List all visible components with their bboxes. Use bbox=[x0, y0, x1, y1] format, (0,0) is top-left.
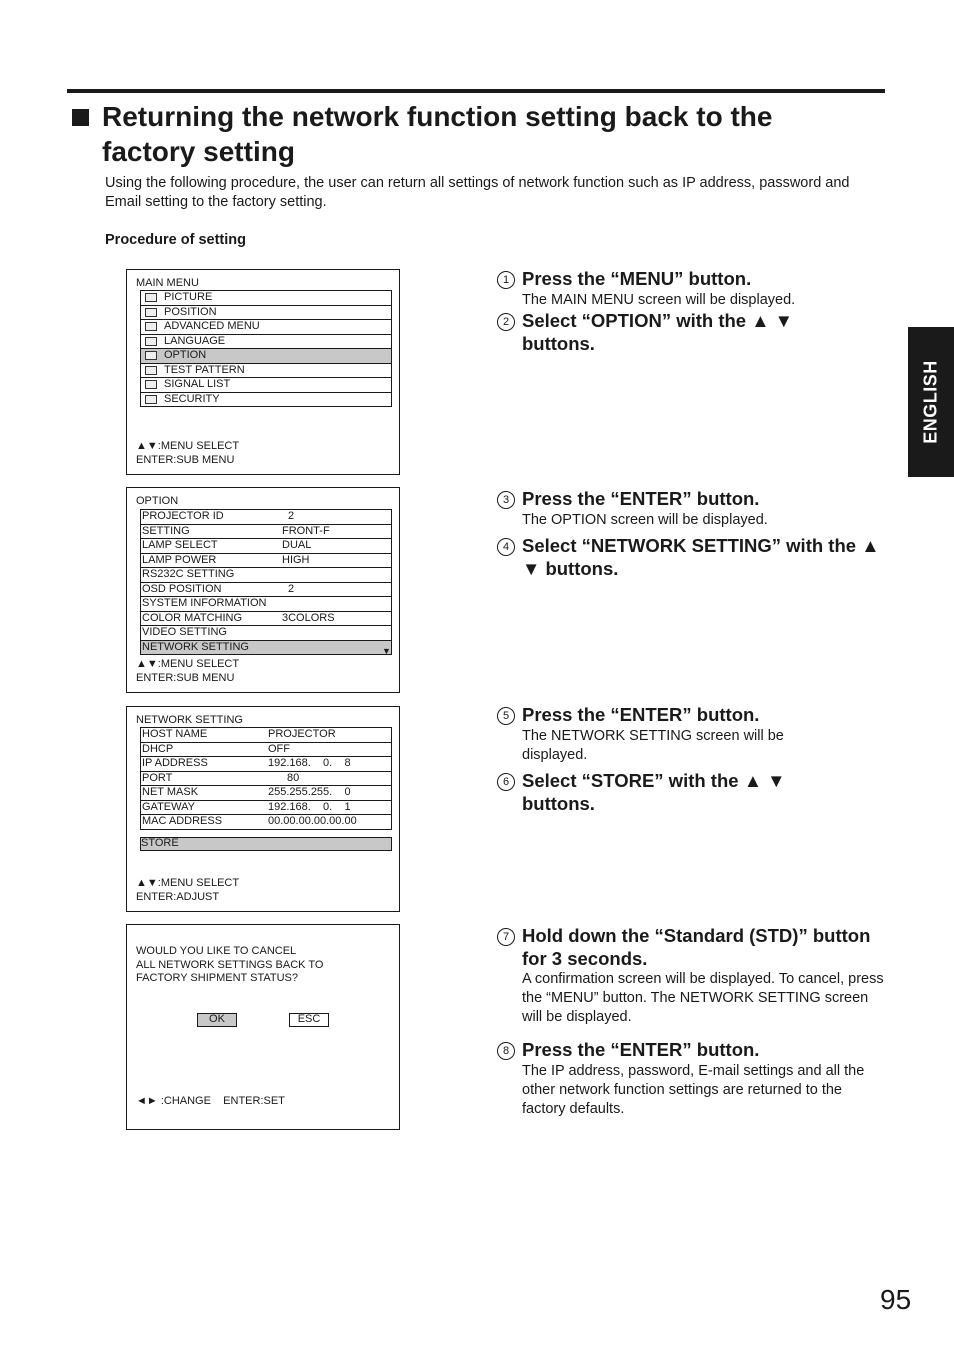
advanced-menu-icon bbox=[145, 322, 157, 331]
intro-text: Using the following procedure, the user can return all settings of network function such as IP address, password and Email setting to the factory setting. bbox=[105, 175, 850, 210]
option-row-projector-id[interactable]: PROJECTOR ID 2 bbox=[141, 510, 391, 525]
step-heading: Press the “ENTER” button. bbox=[522, 704, 760, 725]
network-row-mac-address[interactable]: MAC ADDRESS 00.00.00.00.00.00 bbox=[142, 815, 357, 827]
step-description: The OPTION screen will be displayed. bbox=[522, 511, 768, 528]
option-icon bbox=[145, 351, 157, 360]
step-number: 5 bbox=[497, 707, 515, 725]
network-row-gateway[interactable]: GATEWAY 192.168. 0. 1 bbox=[141, 801, 391, 816]
main-menu-footer: ▲▼:MENU SELECT ENTER:SUB MENU bbox=[136, 440, 240, 466]
confirm-message: WOULD YOU LIKE TO CANCEL ALL NETWORK SETTINGS BACK TO FACTORY SHIPMENT STATUS? bbox=[136, 945, 324, 984]
position-icon bbox=[145, 308, 157, 317]
step-heading: Press the “ENTER” button. bbox=[522, 488, 760, 509]
step-3 bbox=[497, 488, 897, 530]
step-number: 8 bbox=[497, 1042, 515, 1060]
main-menu-list bbox=[140, 290, 392, 407]
step-description: The IP address, password, E-mail settings and all the other network function settings are returned to the factory defaults. bbox=[522, 1062, 865, 1117]
option-row-lamp-power[interactable]: LAMP POWER HIGH bbox=[141, 554, 391, 569]
signal-list-icon bbox=[145, 380, 157, 389]
option-footer: ▲▼:MENU SELECT ENTER:SUB MENU bbox=[136, 658, 240, 684]
language-tab bbox=[908, 327, 954, 477]
step-heading: Press the “MENU” button. bbox=[522, 268, 752, 289]
step-2 bbox=[497, 310, 807, 355]
menu-item-picture[interactable]: PICTURE bbox=[141, 291, 391, 306]
step-number: 6 bbox=[497, 773, 515, 791]
menu-item-option[interactable]: OPTION bbox=[141, 349, 391, 364]
step-number: 4 bbox=[497, 538, 515, 556]
main-menu-header: MAIN MENU bbox=[136, 277, 199, 289]
step-heading: Select “OPTION” with the ▲ ▼ buttons. bbox=[522, 310, 793, 354]
network-row-net-mask[interactable]: NET MASK 255.255.255. 0 bbox=[141, 786, 391, 801]
step-heading: Hold down the “Standard (STD)” button for 3 seconds. bbox=[522, 925, 871, 969]
option-screen bbox=[126, 487, 400, 693]
option-header: OPTION bbox=[136, 495, 179, 507]
option-row-osd-position[interactable]: OSD POSITION 2 bbox=[141, 583, 391, 598]
square-bullet-icon bbox=[72, 109, 89, 126]
network-setting-list bbox=[140, 727, 392, 830]
option-row-video-setting[interactable]: VIDEO SETTING bbox=[141, 626, 391, 641]
language-icon bbox=[145, 337, 157, 346]
confirm-dialog bbox=[126, 924, 400, 1130]
step-description: The MAIN MENU screen will be displayed. bbox=[522, 291, 796, 308]
procedure-heading: Procedure of setting bbox=[105, 232, 246, 248]
language-tab-label: ENGLISH bbox=[920, 360, 941, 444]
main-menu-screen bbox=[126, 269, 400, 475]
option-row-system-information[interactable]: SYSTEM INFORMATION bbox=[141, 597, 391, 612]
top-rule bbox=[67, 89, 885, 93]
page-number: 95 bbox=[880, 1284, 912, 1315]
menu-item-signal-list[interactable]: SIGNAL LIST bbox=[141, 378, 391, 393]
network-setting-header: NETWORK SETTING bbox=[136, 714, 243, 726]
option-row-setting[interactable]: SETTING FRONT-F bbox=[141, 525, 391, 540]
step-heading: Press the “ENTER” button. bbox=[522, 1039, 760, 1060]
step-number: 1 bbox=[497, 271, 515, 289]
menu-item-position[interactable]: POSITION bbox=[141, 306, 391, 321]
option-row-lamp-select[interactable]: LAMP SELECT DUAL bbox=[141, 539, 391, 554]
option-row-rs232c-setting[interactable]: RS232C SETTING bbox=[141, 568, 391, 583]
step-description: A confirmation screen will be displayed. To cancel, press the “MENU” button. The NETWORK SETTING screen will be displayed. bbox=[522, 971, 884, 1025]
option-list bbox=[140, 509, 392, 655]
network-setting-footer: ▲▼:MENU SELECT ENTER:ADJUST bbox=[136, 877, 240, 903]
page-title bbox=[72, 99, 872, 169]
network-row-port[interactable]: PORT 80 bbox=[141, 772, 391, 787]
step-heading: Select “NETWORK SETTING” with the ▲ ▼ buttons. bbox=[522, 535, 880, 579]
test-pattern-icon bbox=[145, 366, 157, 375]
network-row-dhcp[interactable]: DHCP OFF bbox=[141, 743, 391, 758]
step-4 bbox=[497, 535, 887, 580]
step-8 bbox=[497, 1039, 887, 1119]
step-7 bbox=[497, 925, 892, 1027]
security-icon bbox=[145, 395, 157, 404]
network-row-ip-address[interactable]: IP ADDRESS 192.168. 0. 8 bbox=[141, 757, 391, 772]
ok-button[interactable]: OK bbox=[197, 1013, 237, 1027]
step-6 bbox=[497, 770, 817, 815]
menu-item-test-pattern[interactable]: TEST PATTERN bbox=[141, 364, 391, 379]
step-heading: Select “STORE” with the ▲ ▼ buttons. bbox=[522, 770, 786, 814]
option-row-color-matching[interactable]: COLOR MATCHING 3COLORS bbox=[141, 612, 391, 627]
step-description: The NETWORK SETTING screen will be displayed. bbox=[522, 727, 784, 763]
network-row-host-name[interactable]: HOST NAME PROJECTOR bbox=[141, 728, 391, 743]
menu-item-security[interactable]: SECURITY bbox=[141, 393, 391, 407]
option-row-network-setting[interactable]: NETWORK SETTING bbox=[141, 641, 391, 655]
step-number: 2 bbox=[497, 313, 515, 331]
scroll-down-icon: ▼ bbox=[382, 646, 391, 656]
step-number: 7 bbox=[497, 928, 515, 946]
confirm-footer: ◄► :CHANGE ENTER:SET bbox=[136, 1095, 285, 1107]
picture-icon bbox=[145, 293, 157, 302]
network-setting-screen bbox=[126, 706, 400, 912]
step-number: 3 bbox=[497, 491, 515, 509]
esc-button[interactable]: ESC bbox=[289, 1013, 329, 1027]
store-item[interactable]: STORE bbox=[140, 837, 392, 851]
page-title-text: Returning the network function setting back to the factory setting bbox=[102, 101, 773, 167]
step-1 bbox=[497, 268, 897, 310]
menu-item-advanced-menu[interactable]: ADVANCED MENU bbox=[141, 320, 391, 335]
menu-item-language[interactable]: LANGUAGE bbox=[141, 335, 391, 350]
step-5 bbox=[497, 704, 837, 765]
